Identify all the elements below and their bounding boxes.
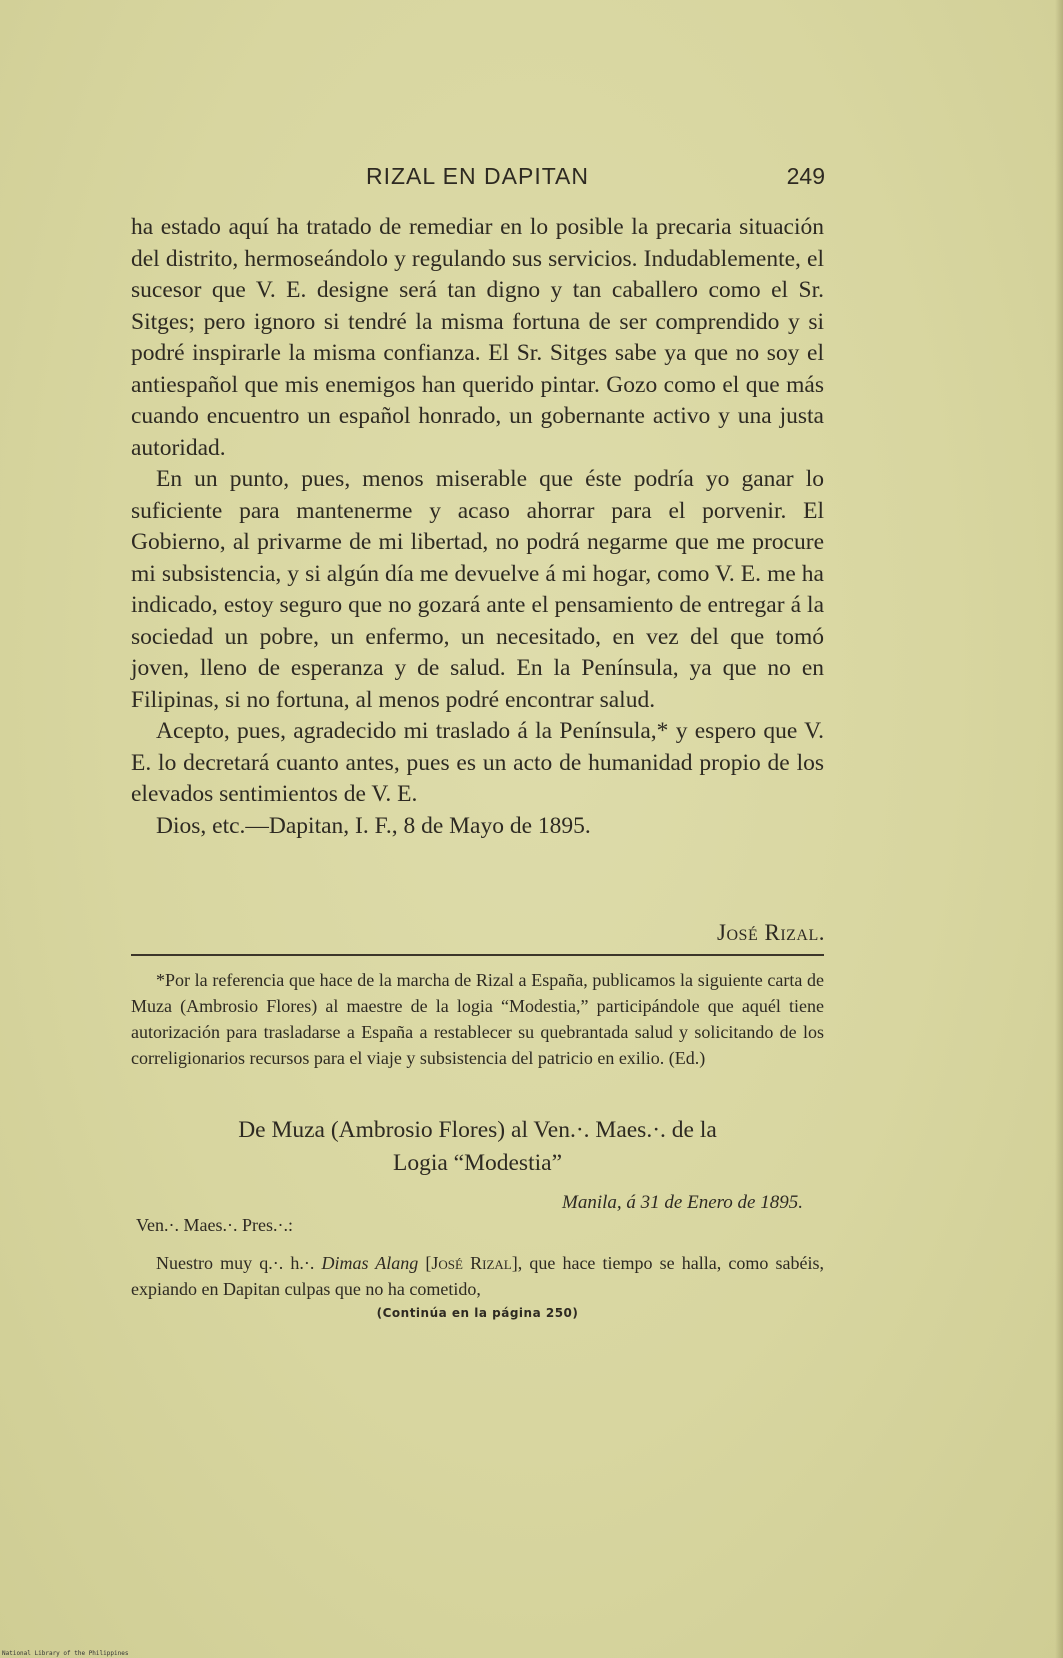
letter-heading-line-2: Logia “Modestia” (392, 1150, 562, 1176)
signature: José Rizal. (717, 920, 825, 945)
letter-date: Manila, á 31 de Enero de 1895. (562, 1192, 803, 1213)
letter-text-end: , que hace tiempo se halla, como sabéis, expiando en Dapitan culpas que no ha cometido, (131, 1253, 824, 1299)
paragraph-3: Acepto, pues, agradecido mi traslado á la Península,* y espero que V. E. lo decretará cuanto antes, pues es un acto de humanidad propio de los elevados sentimientos de V. E. (131, 718, 824, 807)
footnote-divider (131, 954, 824, 956)
letter-text-start: Nuestro muy q.·. h.·. (156, 1253, 322, 1273)
real-name: [José Rizal] (425, 1253, 518, 1273)
footnote-text: *Por la referencia que hace de la marcha de Rizal a España, publicamos la siguiente carta de Muza (Ambrosio Flores) al maestre de la logia “Modestia,” participándole que aquél tiene autorización para trasladarse a España a restablecer su quebrantada salud y solicitando de los correligionarios recursos para el viaje y subsistencia del patricio en exilio. (Ed.) (131, 970, 824, 1068)
running-title: RIZAL EN DAPITAN (365, 163, 590, 189)
running-header (130, 163, 825, 193)
paragraph-2: En un punto, pues, menos miserable que éste podría yo ganar lo suficiente para mantenerme y acaso ahorrar para el porvenir. El Gobierno, al privarme de mi libertad, no podrá negarme que me procure mi subsistencia, y si algún día me devuelve á mi hogar, como V. E. me ha indicado, estoy seguro que no gozará ante el pensamiento de entregar á la sociedad un pobre, un enfermo, un necesitado, en vez del que tomó joven, lleno de esperanza y de salud. En la Península, ya que no en Filipinas, si no fortuna, al menos podré encontrar salud. (131, 466, 824, 713)
library-watermark: National Library of the Philippines (2, 1650, 129, 1657)
letter-heading-line-1: De Muza (Ambrosio Flores) al Ven.·. Maes.·. de la (238, 1117, 717, 1143)
paragraph-1: ha estado aquí ha tratado de remediar en lo posible la precaria situación del distrito, hermoseándolo y regulando sus servicios. Indudablemente, el sucesor que V. E. designe será tan digno y tan caballero como el Sr. Sitges; pero ignoro si tendré la misma fortuna de ser comprendido y si podré inspirarle la misma confianza. El Sr. Sitges sabe ya que no soy el antiespañol que mis enemigos han querido pintar. Gozo como el que más cuando encuentro un español honrado, un gobernante activo y una justa autoridad. (131, 214, 824, 461)
footnote (131, 967, 824, 1071)
page-number: 249 (786, 163, 825, 189)
continuation-note: (Continúa en la página 250) (376, 1306, 579, 1320)
letter-paragraph (131, 1250, 824, 1302)
main-text (131, 212, 824, 842)
letter-heading (131, 1114, 824, 1180)
letter-body (131, 1250, 824, 1302)
letter-salutation: Ven.·. Maes.·. Pres.·.: (136, 1215, 293, 1235)
paragraph-4: Dios, etc.—Dapitan, I. F., 8 de Mayo de 1895. (156, 812, 591, 839)
page-edge-shadow (1055, 0, 1063, 1658)
pseudonym: Dimas Alang (321, 1253, 419, 1273)
